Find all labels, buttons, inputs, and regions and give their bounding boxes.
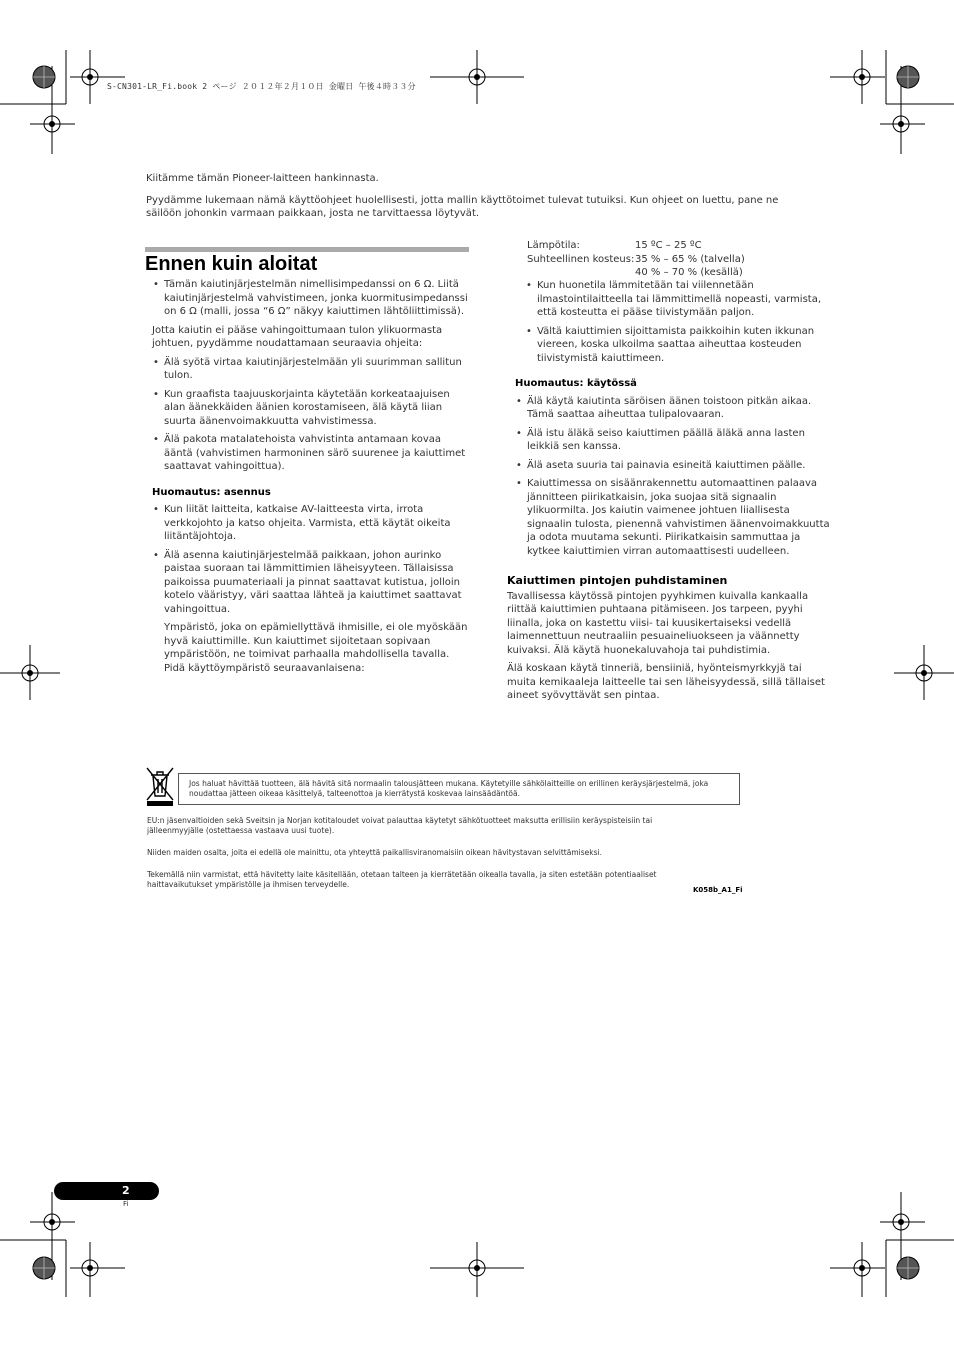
language-code: Fi [123, 1200, 129, 1208]
weee-box-text: Jos haluat hävittää tuotteen, älä hävitä sitä normaalin talousjätteen mukana. Käytetyille sähkölaitteille on erillinen keräysjärjestelmä, joka noudattaa jätteen oikeaa käsittelyä, talteenottoa ja kierrätystä koskevaa lainsäädäntöä. [189, 779, 709, 798]
weee-info [147, 816, 707, 895]
section-title: Ennen kuin aloitat [145, 253, 318, 275]
use-list [515, 395, 831, 559]
right-column [515, 239, 831, 563]
cleaning-heading: Kaiuttimen pintojen puhdistaminen [507, 574, 728, 587]
list-item: • Kun graafista taajuuskorjainta käytetään korkeataajuisen alan äänekkäiden äänien korostamiseen, älä käytä liian suurta äänenvoimakkuutta vahvistimessa. [152, 388, 470, 429]
humidity-label: Suhteellinen kosteus: [527, 253, 635, 265]
note-install-heading: Huomautus: asennus [152, 486, 271, 498]
cleaning-paragraph-1: Tavallisessa käytössä pintojen pyyhkimen kuivalla kankaalla riittää kaiuttimien puhtaana pitämiseen. Jos tarpeen, pyyhi liinalla, joka on kastettu viisi- tai kuusikertaiseksi vedellä laimennettuun neutraaliin pesuaineliuokseen ja väännetty kuivaksi. Älä käytä huonekaluvahoja tai puhdistimia. [507, 590, 809, 656]
weee-paragraph-3: Tekemällä niin varmistat, että hävitetty laite käsitellään, otetaan talteen ja kierrätetään oikealla tavalla, ja siten estetään potentiaaliset haittavaikutukset ympäristölle ja ihmisen terveydelle. [147, 870, 657, 889]
environment-paragraph: Ympäristö, joka on epämiellyttävä ihmisille, ei ole myöskään hyvä kaiuttimille. Kun kaiuttimet sijoitetaan sopivaan ympäristöön, ne toimivat parhaalla mahdollisella tavalla. Pidä käyttöympäristö seuraavanlaisena: [164, 622, 468, 674]
list-item: • Älä aseta suuria tai painavia esineitä kaiuttimen päälle. [515, 459, 831, 473]
cleaning-paragraph-2: Älä koskaan käytä tinneriä, bensiiniä, hyönteismyrkkyjä tai muita kemikaaleja laitteelle tai sen läheisyydessä, sillä tällaiset aineet syövyttävät sen pintaa. [507, 663, 825, 701]
temp-label: Lämpötila: [527, 240, 580, 251]
weee-code: K058b_A1_Fi [693, 886, 743, 894]
impedance-list [152, 278, 470, 319]
crossed-bin-icon [145, 766, 175, 808]
list-item: • Älä asenna kaiutinjärjestelmää paikkaan, johon aurinko paistaa suoraan tai lämmittimien läheisyyteen. Tällaisissa paikoissa puumateriaali ja pinnat saattavat kutistua, jolloin kotelo vääristyy, väri saattaa lähteä ja kaiuttimet saattavat vahingoittua. [152, 549, 470, 617]
list-item: • Älä pakota matalatehoista vahvistinta antamaan kovaa ääntä (vahvistimen harmoninen särö suurenee ja kaiuttimet saattavat vahingoittua). [152, 433, 470, 474]
overload-intro: Jotta kaiutin ei pääse vahingoittumaan tulon ylikuormasta johtuen, pyydämme noudattamaan seuraavia ohjeita: [152, 324, 443, 349]
section-bar [145, 247, 469, 252]
humidity-value-summer: 40 % – 70 % (kesällä) [635, 267, 743, 278]
overload-list [152, 356, 470, 474]
temp-value: 15 ºC – 25 ºC [635, 240, 702, 251]
intro-paragraph-1: Kiitämme tämän Pioneer-laitteen hankinnasta. [146, 173, 379, 184]
list-item: • Tämän kaiutinjärjestelmän nimellisimpedanssi on 6 Ω. Liitä kaiutinjärjestelmä vahvistimeen, jonka kuormitusimpedanssi on 6 Ω (malli, jossa “6 Ω” näkyy kaiuttimen lähtöliittimissä). [152, 278, 470, 319]
print-file-info: S-CN301-LR_Fi.book 2 ページ ２０１２年２月１０日 金曜日 午後４時３３分 [107, 82, 416, 91]
install-list [152, 503, 470, 616]
humidity-list [515, 279, 831, 365]
list-item: • Kun liität laitteita, katkaise AV-laitteesta virta, irrota verkkojohto ja katso ohjeita. Varmista, että käytät oikeita liitäntäjohtoja. [152, 503, 470, 544]
cleaning-section [507, 574, 831, 708]
environment-table [515, 239, 831, 279]
weee-box [178, 773, 740, 805]
list-item: • Älä käytä kaiutinta säröisen äänen toistoon pitkän aikaa. Tämä saattaa aiheuttaa tulipalovaaran. [515, 395, 831, 422]
intro [146, 172, 816, 226]
page-number-badge [54, 1182, 159, 1200]
note-use-heading: Huomautus: käytössä [515, 378, 637, 389]
weee-paragraph-2: Niiden maiden osalta, joita ei edellä ole mainittu, ota yhteyttä paikallisviranomaisiin oikean hävitystavan selvittämiseksi. [147, 848, 602, 857]
list-item: • Kaiuttimessa on sisäänrakennettu automaattinen palaava jännitteen piirikatkaisin, joka suojaa sitä signaalin ylikuormilta. Jos kaiutin vaimenee johtuen liiallisesta signaalin tulosta, pienennä vahvistimen äänenvoimakkuutta ja odota muutama sekunti. Piirikatkaisin sammuttaa ja kytkee kaiuttimien virran automaattisesti uudelleen. [515, 477, 831, 558]
left-column [152, 278, 470, 680]
list-item: • Vältä kaiuttimien sijoittamista paikkoihin kuten ikkunan viereen, koska ulkoilma saattaa aiheuttaa kosteuden tiivistymistä kaiuttimeen. [525, 325, 831, 366]
page-number: 2 [122, 1184, 130, 1197]
intro-paragraph-2: Pyydämme lukemaan nämä käyttöohjeet huolellisesti, jotta mallin käyttötoimet tulevat tutuiksi. Kun ohjeet on luettu, pane ne säilöön johonkin varmaan paikkaan, josta ne tarvittaessa löytyvät. [146, 194, 779, 219]
list-item: • Älä syötä virtaa kaiutinjärjestelmään yli suurimman sallitun tulon. [152, 356, 470, 383]
list-item: • Älä istu äläkä seiso kaiuttimen päällä äläkä anna lasten leikkiä sen kanssa. [515, 427, 831, 454]
section-title-wrap [145, 253, 317, 276]
list-item: • Kun huonetila lämmitetään tai viilennetään ilmastointilaitteella tai lämmittimellä nopeasti, varmista, että kosteutta ei pääse tiivistymään paljon. [525, 279, 831, 320]
humidity-value-winter: 35 % – 65 % (talvella) [635, 253, 745, 265]
weee-paragraph-1: EU:n jäsenvaltioiden sekä Sveitsin ja Norjan kotitaloudet voivat palauttaa käytetyt sähkötuotteet maksutta erillisiin keräyspisteisiin tai jälleenmyyjälle (ostettaessa vastaava uusi tuote). [147, 816, 653, 835]
